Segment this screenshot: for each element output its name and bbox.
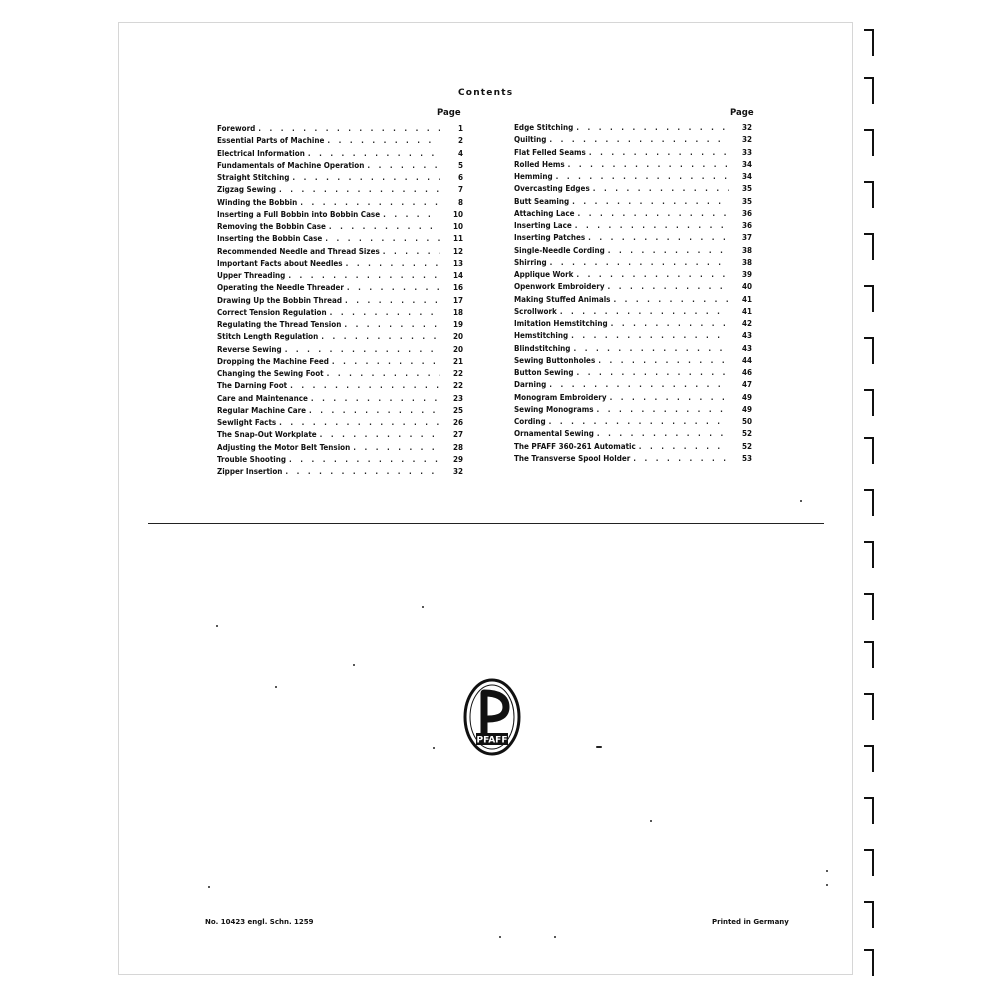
dot-leader (550, 258, 729, 267)
pfaff-logo-text: PFAFF (476, 735, 508, 746)
dot-leader (290, 381, 440, 390)
toc-entry-page: 44 (741, 355, 752, 365)
dot-leader (549, 135, 729, 144)
toc-entry-title: Adjusting the Motor Belt Tension (217, 442, 351, 452)
dot-leader (300, 198, 440, 207)
toc-entry-page: 17 (452, 295, 463, 305)
toc-entry-page: 49 (741, 404, 752, 414)
toc-entry (514, 405, 752, 417)
toc-entry-page: 13 (452, 258, 463, 268)
dot-leader (292, 173, 440, 182)
index-tab-marker (863, 640, 877, 670)
toc-entry (217, 443, 463, 455)
dot-leader (571, 331, 729, 340)
toc-entry (217, 198, 463, 210)
toc-entry-title: Important Facts about Needles (217, 258, 343, 268)
toc-entry-title: Sewing Buttonholes (514, 355, 596, 365)
toc-entry-title: Edge Stitching (514, 123, 574, 132)
toc-entry-page: 36 (741, 221, 752, 230)
toc-entry (514, 184, 752, 196)
dot-leader (549, 417, 729, 426)
toc-entry-title: Electrical Information (217, 148, 305, 158)
toc-entry-title: Blindstitching (514, 343, 571, 353)
index-tab-marker (863, 180, 877, 210)
toc-entry-title: Drawing Up the Bobbin Thread (217, 295, 343, 305)
toc-entry-page: 32 (741, 135, 752, 145)
dot-leader (639, 442, 729, 451)
toc-entry (217, 234, 463, 246)
toc-entry (514, 160, 752, 172)
toc-entry-title: Rolled Hems (514, 159, 565, 169)
toc-entry (514, 172, 752, 184)
dot-leader (258, 124, 440, 133)
toc-entry-title: Ornamental Sewing (514, 429, 594, 439)
scan-speck (499, 936, 501, 938)
index-tab-marker (863, 692, 877, 722)
dot-leader (549, 380, 729, 389)
toc-entry (217, 369, 463, 381)
toc-entry-page: 35 (741, 184, 752, 194)
dot-leader (576, 123, 729, 132)
index-tab-marker (863, 128, 877, 158)
scan-speck (826, 870, 828, 872)
toc-entry (217, 455, 463, 467)
toc-entry-title: Overcasting Edges (514, 184, 590, 194)
dot-leader (578, 209, 729, 218)
index-tab-marker (863, 948, 877, 978)
toc-entry-title: Inserting a Full Bobbin into Bobbin Case (217, 209, 381, 219)
dot-leader (560, 307, 729, 316)
dot-leader (327, 369, 440, 378)
dot-leader (597, 429, 729, 438)
dot-leader (572, 197, 729, 206)
toc-entry-page: 36 (741, 208, 752, 218)
toc-entry (514, 307, 752, 319)
dot-leader (575, 221, 729, 230)
toc-entry (217, 124, 463, 136)
toc-entry-title: Trouble Shooting (217, 454, 287, 464)
dot-leader (311, 394, 440, 403)
toc-entry-title: Shirring (514, 257, 547, 267)
toc-entry-page: 5 (457, 160, 463, 170)
dot-leader (327, 136, 440, 145)
toc-entry-title: Upper Threading (217, 271, 286, 280)
dot-leader (588, 233, 729, 242)
toc-entry-title: The Darning Foot (217, 381, 288, 391)
toc-entry-title: Hemstitching (514, 331, 569, 341)
scan-speck (353, 664, 355, 666)
toc-entry-title: The Snap-Out Workplate (217, 430, 317, 440)
toc-entry-title: Correct Tension Regulation (217, 307, 327, 317)
toc-entry-title: Monogram Embroidery (514, 392, 607, 402)
toc-entry-page: 42 (741, 319, 752, 328)
scan-speck (650, 820, 652, 822)
index-tab-marker (863, 436, 877, 466)
toc-entry-page: 2 (457, 136, 463, 146)
index-tab-marker (863, 592, 877, 622)
dot-leader (320, 430, 440, 439)
dot-leader (611, 319, 729, 328)
toc-entry (217, 320, 463, 332)
index-tab-marker (863, 540, 877, 570)
toc-entry-title: Fundamentals of Machine Operation (217, 160, 365, 170)
toc-entry (217, 430, 463, 442)
scan-speck (826, 884, 828, 886)
toc-entry-title: Quilting (514, 135, 547, 145)
toc-entry (217, 357, 463, 369)
dot-leader (353, 443, 440, 452)
toc-entry-page: 38 (741, 245, 752, 255)
toc-entry (514, 429, 752, 441)
toc-entry-title: Operating the Needle Threader (217, 283, 344, 293)
toc-entry-page: 20 (452, 344, 463, 354)
scan-speck (554, 936, 556, 938)
toc-entry-title: Straight Stitching (217, 173, 290, 182)
toc-entry (217, 283, 463, 295)
toc-entry (217, 296, 463, 308)
toc-entry (217, 136, 463, 148)
footer-printed-in: Printed in Germany (712, 918, 789, 926)
toc-entry-page: 53 (741, 453, 752, 463)
toc-entry (217, 332, 463, 344)
toc-entry (514, 393, 752, 405)
toc-entry-title: Zipper Insertion (217, 467, 283, 476)
index-tab-marker (863, 336, 877, 366)
toc-entry-page: 38 (741, 257, 752, 267)
dot-leader (577, 368, 729, 377)
toc-entry-title: Applique Work (514, 270, 574, 279)
dot-leader (593, 184, 729, 193)
toc-entry-title: Hemming (514, 172, 553, 181)
toc-entry-page: 41 (741, 294, 752, 304)
page-column-label-right: Page (730, 108, 754, 118)
dot-leader (589, 148, 729, 157)
dot-leader (346, 259, 440, 268)
dot-leader (321, 332, 440, 341)
dot-leader (568, 160, 729, 169)
toc-entry-page: 18 (452, 307, 463, 317)
index-tab-marker (863, 388, 877, 418)
index-tab-marker (863, 28, 877, 58)
toc-entry-page: 52 (741, 441, 752, 451)
dot-leader (608, 246, 729, 255)
dot-leader (633, 454, 729, 463)
dot-leader (330, 308, 440, 317)
toc-entry (217, 259, 463, 271)
toc-entry (514, 135, 752, 147)
dot-leader (285, 467, 440, 476)
dot-leader (576, 270, 729, 279)
scan-speck (433, 747, 435, 749)
toc-entry-title: Inserting Patches (514, 233, 586, 243)
page-column-label-left: Page (437, 108, 461, 118)
toc-entry-page: 22 (452, 381, 463, 391)
toc-entry-page: 16 (452, 283, 463, 293)
toc-entry (514, 319, 752, 331)
toc-entry (514, 282, 752, 294)
dot-leader (573, 344, 729, 353)
toc-entry-title: Foreword (217, 124, 256, 133)
toc-entry-page: 14 (452, 271, 463, 280)
toc-entry-title: Attaching Lace (514, 208, 575, 218)
toc-entry (217, 308, 463, 320)
toc-entry-page: 41 (741, 306, 752, 316)
toc-entry-title: Stitch Length Regulation (217, 332, 319, 342)
toc-entry-page: 47 (741, 380, 752, 390)
divider-rule (148, 523, 824, 524)
toc-entry-page: 7 (457, 185, 463, 195)
scan-speck (596, 746, 602, 748)
toc-entry (514, 148, 752, 160)
toc-entry (514, 356, 752, 368)
footer-catalog-number: No. 10423 engl. Schn. 1259 (205, 918, 314, 926)
dot-leader (325, 234, 440, 243)
index-tab-marker (863, 76, 877, 106)
toc-entry (217, 345, 463, 357)
toc-entry (217, 210, 463, 222)
toc-entry-page: 1 (457, 124, 463, 133)
toc-entry-title: Single-Needle Cording (514, 245, 605, 255)
toc-entry (514, 123, 752, 135)
toc-entry (217, 161, 463, 173)
toc-entry-title: Sewlight Facts (217, 418, 277, 427)
toc-entry-page: 46 (741, 368, 752, 377)
toc-entry-page: 52 (741, 429, 752, 439)
toc-entry (514, 197, 752, 209)
toc-entry-page: 10 (452, 222, 463, 231)
toc-entry-page: 39 (741, 270, 752, 279)
toc-entry-title: Regular Machine Care (217, 405, 307, 415)
dot-leader (308, 149, 440, 158)
dot-leader (279, 185, 440, 194)
index-tab-marker (863, 488, 877, 518)
toc-entry (514, 270, 752, 282)
toc-entry-page: 37 (741, 233, 752, 243)
toc-entry (217, 247, 463, 259)
dot-leader (329, 222, 440, 231)
pfaff-logo (462, 677, 522, 757)
dot-leader (289, 455, 440, 464)
toc-entry (217, 271, 463, 283)
toc-entry (514, 233, 752, 245)
toc-entry (217, 406, 463, 418)
toc-entry-page: 29 (452, 454, 463, 464)
index-tab-strip (855, 22, 895, 982)
toc-entry-page: 6 (457, 173, 463, 182)
dot-leader (309, 406, 440, 415)
toc-entry (217, 467, 463, 479)
toc-entry-page: 11 (452, 234, 463, 244)
scan-speck (216, 625, 218, 627)
index-tab-marker (863, 900, 877, 930)
toc-entry-page: 43 (741, 331, 752, 341)
contents-heading: Contents (458, 88, 514, 98)
index-tab-marker (863, 232, 877, 262)
index-tab-marker (863, 284, 877, 314)
dot-leader (367, 161, 440, 170)
toc-entry-title: Removing the Bobbin Case (217, 222, 326, 231)
toc-entry-title: Changing the Sewing Foot (217, 369, 324, 378)
toc-entry-page: 43 (741, 343, 752, 353)
toc-entry-page: 22 (452, 369, 463, 378)
toc-entry-title: Zigzag Sewing (217, 185, 276, 195)
toc-entry (514, 442, 752, 454)
index-tab-marker (863, 848, 877, 878)
dot-leader (279, 418, 440, 427)
toc-entry-title: Cording (514, 417, 546, 426)
toc-entry (514, 209, 752, 221)
dot-leader (556, 172, 729, 181)
toc-entry (514, 417, 752, 429)
toc-entry-page: 50 (741, 417, 752, 426)
toc-entry-title: The Transverse Spool Holder (514, 453, 631, 463)
toc-entry-title: Button Sewing (514, 368, 574, 377)
toc-entry-page: 27 (452, 430, 463, 440)
toc-entry-page: 23 (452, 393, 463, 403)
toc-entry-page: 20 (452, 332, 463, 342)
toc-entry-page: 32 (452, 467, 463, 476)
toc-entry (514, 246, 752, 258)
toc-entry (514, 454, 752, 466)
toc-entry-page: 49 (741, 392, 752, 402)
dot-leader (613, 295, 729, 304)
scan-speck (275, 686, 277, 688)
toc-entry (514, 344, 752, 356)
dot-leader (383, 247, 440, 256)
toc-entry (217, 381, 463, 393)
toc-entry-title: Flat Felled Seams (514, 147, 586, 157)
dot-leader (598, 356, 729, 365)
toc-entry (514, 331, 752, 343)
dot-leader (288, 271, 440, 280)
toc-entry (514, 368, 752, 380)
dot-leader (596, 405, 729, 414)
toc-entry-page: 35 (741, 196, 752, 206)
toc-entry (217, 185, 463, 197)
toc-entry-page: 25 (452, 405, 463, 415)
toc-entry-title: Making Stuffed Animals (514, 294, 611, 304)
toc-right-column (514, 123, 752, 466)
toc-left-column (217, 124, 463, 479)
scan-speck (422, 606, 424, 608)
toc-entry (217, 394, 463, 406)
toc-entry-page: 26 (452, 418, 463, 427)
toc-entry-page: 34 (741, 172, 752, 181)
toc-entry-page: 33 (741, 147, 752, 157)
toc-entry-title: Winding the Bobbin (217, 197, 298, 207)
toc-entry-page: 32 (741, 123, 752, 132)
toc-entry (217, 418, 463, 430)
scan-speck (208, 886, 210, 888)
toc-entry-title: Dropping the Machine Feed (217, 356, 329, 366)
toc-entry-page: 40 (741, 282, 752, 292)
toc-entry-title: Imitation Hemstitching (514, 319, 608, 328)
toc-entry (217, 173, 463, 185)
dot-leader (285, 345, 440, 354)
toc-entry (514, 258, 752, 270)
toc-entry-title: Openwork Embroidery (514, 282, 605, 292)
toc-entry-title: Care and Maintenance (217, 393, 308, 403)
toc-entry-page: 12 (452, 246, 463, 256)
dot-leader (344, 320, 440, 329)
toc-entry-title: Recommended Needle and Thread Sizes (217, 246, 380, 256)
dot-leader (347, 283, 440, 292)
toc-entry-page: 19 (452, 320, 463, 329)
dot-leader (610, 393, 729, 402)
dot-leader (383, 210, 440, 219)
dot-leader (332, 357, 440, 366)
scan-speck (800, 500, 802, 502)
toc-entry-page: 21 (452, 356, 463, 366)
toc-entry-title: Sewing Monograms (514, 404, 594, 414)
index-tab-marker (863, 796, 877, 826)
toc-entry-title: Essential Parts of Machine (217, 136, 325, 146)
toc-entry-page: 10 (452, 209, 463, 219)
toc-entry (514, 295, 752, 307)
dot-leader (345, 296, 440, 305)
toc-entry-page: 28 (452, 442, 463, 452)
toc-entry-title: Butt Seaming (514, 196, 570, 206)
index-tab-marker (863, 744, 877, 774)
toc-entry-title: The PFAFF 360-261 Automatic (514, 441, 636, 451)
toc-entry-title: Scrollwork (514, 306, 557, 316)
toc-entry-title: Inserting the Bobbin Case (217, 234, 323, 244)
toc-entry (514, 380, 752, 392)
toc-entry-title: Regulating the Thread Tension (217, 320, 342, 329)
toc-entry (217, 222, 463, 234)
toc-entry-page: 8 (457, 197, 463, 207)
dot-leader (608, 282, 729, 291)
toc-entry (514, 221, 752, 233)
toc-entry-title: Reverse Sewing (217, 344, 282, 354)
toc-entry-title: Inserting Lace (514, 221, 572, 230)
toc-entry-page: 4 (457, 148, 463, 158)
toc-entry-title: Darning (514, 380, 547, 390)
toc-entry (217, 149, 463, 161)
toc-entry-page: 34 (741, 159, 752, 169)
